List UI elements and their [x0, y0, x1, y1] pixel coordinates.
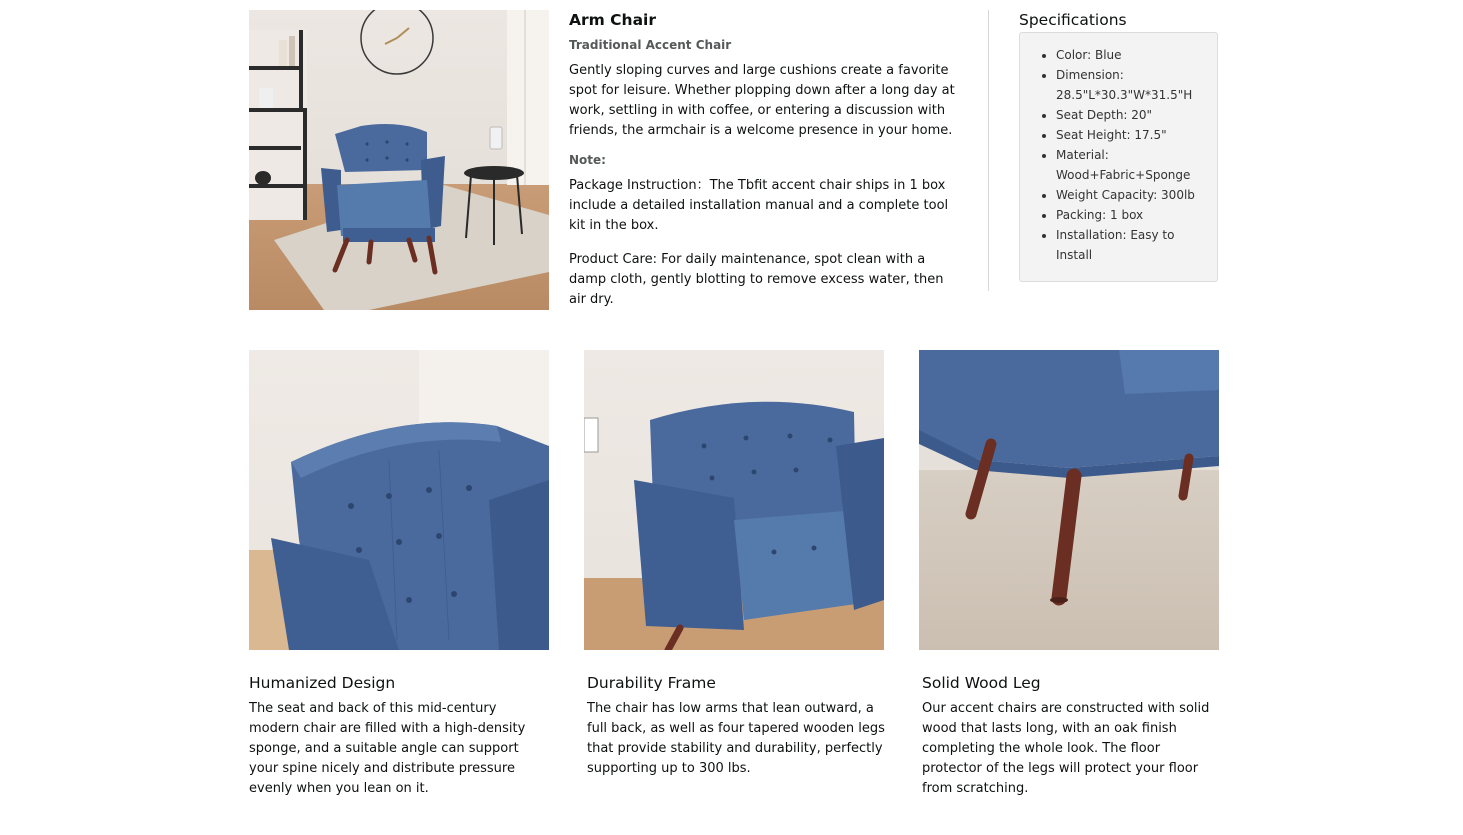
package-instruction: Package Instruction：The Tbfit accent chair ships in 1 box include a detailed installation manual and a complete tool kit in the box. [569, 178, 949, 233]
product-care: Product Care: For daily maintenance, spot clean with a damp cloth, gently blotting to remove excess water, then air dry. [569, 252, 944, 307]
specifications-list [1056, 45, 1205, 265]
spec-dimension: • Dimension: 28.5"L*30.3"W*31.5"H [1056, 65, 1205, 105]
spec-seat-height: • Seat Height: 17.5" [1056, 125, 1205, 145]
feature-image-humanized-design [249, 350, 549, 650]
feature-image-durability-frame [584, 350, 884, 650]
feature-card-solid-wood-leg [922, 672, 1222, 799]
hero-room-image [249, 10, 549, 310]
specifications-box [1019, 32, 1218, 282]
vertical-divider [988, 10, 989, 291]
spec-color: • Color: Blue [1056, 45, 1205, 65]
product-title: Arm Chair [569, 11, 657, 29]
specifications-panel [1019, 10, 1218, 282]
feature-title: Solid Wood Leg [922, 674, 1041, 692]
product-description-text: Gently sloping curves and large cushions create a favorite spot for leisure. Whether plopping down after a long day at work, settling in with coffee, or entering a discussion with friends, the armchair is a welcome presence in your home. [569, 63, 955, 138]
specifications-title: Specifications [1019, 11, 1127, 29]
feature-card-durability-frame [587, 672, 887, 779]
note-title: Note: [569, 153, 606, 167]
spec-installation: • Installation: Easy to Install [1056, 225, 1205, 265]
product-description [569, 10, 964, 310]
product-subtitle: Traditional Accent Chair [569, 38, 732, 52]
spec-seat-depth: • Seat Depth: 20" [1056, 105, 1205, 125]
feature-text: The chair has low arms that lean outward, a full back, as well as four tapered wooden legs that provide stability and durability, perfectly supporting up to 300 lbs. [587, 701, 885, 776]
feature-card-humanized-design [249, 672, 549, 799]
feature-title: Durability Frame [587, 674, 716, 692]
spec-weight-capacity: • Weight Capacity: 300lb [1056, 185, 1205, 205]
feature-text: Our accent chairs are constructed with solid wood that lasts long, with an oak finish completing the whole look. The floor protector of the legs will protect your floor from scratching. [922, 701, 1210, 796]
feature-text: The seat and back of this mid-century modern chair are filled with a high-density sponge, and a suitable angle can support your spine nicely and distribute pressure evenly when you lean on it. [249, 701, 526, 796]
spec-material: • Material: Wood+Fabric+Sponge [1056, 145, 1205, 185]
feature-image-solid-wood-leg [919, 350, 1219, 650]
feature-title: Humanized Design [249, 674, 396, 692]
spec-packing: • Packing: 1 box [1056, 205, 1205, 225]
